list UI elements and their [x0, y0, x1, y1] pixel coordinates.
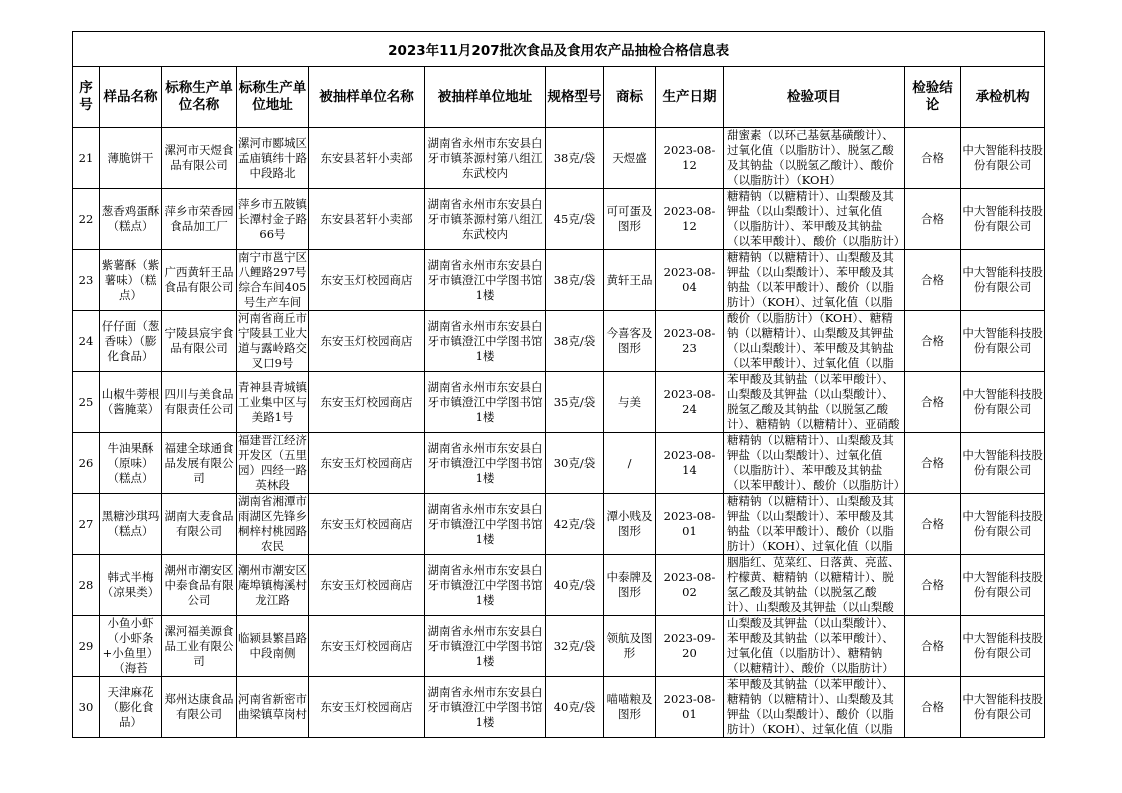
- cell-agency-text: 中大智能科技股份有限公司: [962, 326, 1043, 355]
- table-row: [73, 250, 1045, 311]
- cell-sample-name: [100, 311, 162, 372]
- cell-brand-text: 今喜客及图形: [606, 326, 653, 355]
- cell-spec: [546, 311, 604, 372]
- cell-brand-text: /: [627, 455, 632, 470]
- cell-no: [73, 433, 100, 494]
- cell-production-date: [656, 372, 724, 433]
- cell-producer: [162, 311, 237, 372]
- cell-brand: [604, 128, 656, 189]
- cell-result: [905, 250, 961, 311]
- cell-result-text: 合格: [921, 577, 944, 592]
- cell-agency-text: 中大智能科技股份有限公司: [962, 509, 1043, 538]
- cell-no: [73, 494, 100, 555]
- cell-no: [73, 616, 100, 677]
- cell-brand: [604, 433, 656, 494]
- cell-sampled-unit: [309, 494, 425, 555]
- cell-production-date-text: 2023-09-20: [663, 631, 716, 660]
- cell-brand: [604, 189, 656, 250]
- cell-test-items-text: 山梨酸及其钾盐（以山梨酸计）、苯甲酸及其钠盐（以苯甲酸计）、过氧化值（以脂肪计）、糖精钠（以糖精计）、酸价（以脂肪计）: [727, 616, 894, 675]
- cell-production-date-text: 2023-08-23: [663, 326, 716, 355]
- cell-no-text: 30: [78, 699, 94, 714]
- cell-no: [73, 128, 100, 189]
- cell-result: [905, 372, 961, 433]
- table-row: [73, 311, 1045, 372]
- cell-sampled-unit-text: 东安玉灯校园商店: [320, 516, 413, 531]
- cell-sampled-unit-text: 东安玉灯校园商店: [320, 333, 413, 348]
- header-row: [73, 67, 1045, 128]
- cell-test-items-text: 糖精钠（以糖精计）、山梨酸及其钾盐（以山梨酸计）、过氧化值（以脂肪计）、苯甲酸及其钠盐（以苯甲酸计）、酸价（以脂肪计）: [727, 189, 900, 248]
- cell-producer-address-text: 南宁市邕宁区八鲤路297号综合车间405号生产车间: [238, 250, 307, 309]
- cell-sample-name: [100, 128, 162, 189]
- cell-result-text: 合格: [921, 211, 944, 226]
- cell-result-text: 合格: [921, 394, 944, 409]
- cell-producer-text: 漯河市天煜食品有限公司: [164, 143, 234, 172]
- cell-producer-address-text: 潮州市潮安区庵埠镇梅溪村龙江路: [238, 562, 307, 607]
- cell-sampled-address: [425, 128, 546, 189]
- cell-sampled-address: [425, 555, 546, 616]
- cell-production-date: [656, 616, 724, 677]
- cell-spec: [546, 128, 604, 189]
- cell-producer: [162, 494, 237, 555]
- cell-sampled-address: [425, 311, 546, 372]
- cell-sampled-unit: [309, 555, 425, 616]
- cell-spec-text: 38克/袋: [553, 272, 596, 287]
- cell-sampled-unit-text: 东安玉灯校园商店: [320, 638, 413, 653]
- cell-agency: [961, 128, 1045, 189]
- cell-test-items: [724, 189, 905, 250]
- cell-sample-name: [100, 677, 162, 738]
- cell-producer-address-text: 萍乡市五陂镇长潭村金子路66号: [238, 196, 307, 241]
- cell-producer-address: [237, 677, 309, 738]
- cell-production-date-text: 2023-08-14: [663, 448, 716, 477]
- cell-producer-address-text: 湖南省湘潭市雨湖区先锋乡桐梓村桃园路农民: [238, 494, 307, 553]
- cell-agency: [961, 250, 1045, 311]
- cell-producer-text: 四川与美食品有限责任公司: [164, 387, 234, 416]
- cell-sampled-unit-text: 东安玉灯校园商店: [320, 394, 413, 409]
- cell-test-items-text: 糖精钠（以糖精计）、山梨酸及其钾盐（以山梨酸计）、苯甲酸及其钠盐（以苯甲酸计）、酸价（以脂肪计）（KOH）、过氧化值（以脂: [727, 494, 894, 553]
- cell-sampled-unit: [309, 250, 425, 311]
- cell-sampled-unit-text: 东安玉灯校园商店: [320, 577, 413, 592]
- cell-sample-name: [100, 616, 162, 677]
- cell-sample-name: [100, 433, 162, 494]
- cell-sampled-unit: [309, 677, 425, 738]
- cell-spec: [546, 250, 604, 311]
- cell-producer-address: [237, 555, 309, 616]
- cell-producer-text: 宁陵县宸宇食品有限公司: [164, 326, 234, 355]
- cell-agency-text: 中大智能科技股份有限公司: [962, 204, 1043, 233]
- cell-producer: [162, 189, 237, 250]
- header-production-date: 生产日期: [656, 67, 724, 128]
- cell-sample-name-text: 葱香鸡蛋酥（糕点）: [101, 204, 160, 233]
- cell-sampled-address-text: 湖南省永州市东安县白牙市镇茶源村第八组江东武校内: [427, 196, 543, 241]
- cell-brand: [604, 250, 656, 311]
- cell-result: [905, 494, 961, 555]
- cell-no-text: 26: [78, 455, 94, 470]
- cell-test-items: [724, 677, 905, 738]
- cell-sampled-address: [425, 616, 546, 677]
- cell-no-text: 28: [78, 577, 94, 592]
- cell-brand-text: 可可蛋及图形: [606, 204, 653, 233]
- cell-result-text: 合格: [921, 516, 944, 531]
- cell-producer-address: [237, 372, 309, 433]
- cell-sampled-address: [425, 677, 546, 738]
- cell-brand: [604, 372, 656, 433]
- cell-sample-name: [100, 372, 162, 433]
- cell-no-text: 27: [78, 516, 94, 531]
- cell-sampled-address-text: 湖南省永州市东安县白牙市镇澄江中学图书馆1楼: [427, 257, 543, 302]
- cell-production-date: [656, 433, 724, 494]
- cell-sampled-unit-text: 东安玉灯校园商店: [320, 455, 413, 470]
- cell-sample-name: [100, 189, 162, 250]
- cell-test-items: [724, 372, 905, 433]
- header-brand: 商标: [604, 67, 656, 128]
- cell-agency-text: 中大智能科技股份有限公司: [962, 631, 1043, 660]
- cell-no: [73, 189, 100, 250]
- cell-producer-text: 潮州市潮安区中泰食品有限公司: [164, 562, 234, 607]
- cell-test-items-text: 胭脂红、苋菜红、日落黄、亮蓝、柠檬黄、糖精钠（以糖精计）、脱氢乙酸及其钠盐（以脱氢乙酸计）、山梨酸及其钾盐（以山梨酸: [727, 555, 900, 614]
- cell-producer: [162, 555, 237, 616]
- header-result: 检验结论: [905, 67, 961, 128]
- cell-sample-name-text: 牛油果酥（原味）（糕点）: [107, 440, 154, 485]
- cell-producer-address: [237, 128, 309, 189]
- cell-sampled-address-text: 湖南省永州市东安县白牙市镇澄江中学图书馆1楼: [427, 501, 543, 546]
- cell-sample-name-text: 韩式半梅（凉果类）: [101, 570, 160, 599]
- cell-brand: [604, 494, 656, 555]
- cell-test-items-text: 酸价（以脂肪计）（KOH）、糖精钠（以糖精计）、山梨酸及其钾盐（以山梨酸计）、苯甲酸及其钠盐（以苯甲酸计）、过氧化值（以脂: [727, 311, 894, 370]
- cell-spec: [546, 677, 604, 738]
- cell-no-text: 24: [78, 333, 94, 348]
- cell-sample-name: [100, 250, 162, 311]
- cell-spec-text: 35克/袋: [553, 394, 596, 409]
- cell-producer-address: [237, 494, 309, 555]
- cell-no: [73, 250, 100, 311]
- cell-sampled-address: [425, 494, 546, 555]
- cell-spec: [546, 616, 604, 677]
- cell-no-text: 21: [78, 150, 94, 165]
- header-producer: 标称生产单位名称: [162, 67, 237, 128]
- cell-producer-address: [237, 250, 309, 311]
- cell-production-date: [656, 189, 724, 250]
- cell-spec-text: 40克/袋: [553, 577, 596, 592]
- cell-spec: [546, 189, 604, 250]
- cell-test-items-text: 糖精钠（以糖精计）、山梨酸及其钾盐（以山梨酸计）、过氧化值（以脂肪计）、苯甲酸及其钠盐（以苯甲酸计）、酸价（以脂肪计）: [727, 433, 900, 492]
- cell-sampled-address-text: 湖南省永州市东安县白牙市镇澄江中学图书馆1楼: [427, 623, 543, 668]
- cell-producer: [162, 433, 237, 494]
- cell-spec-text: 32克/袋: [553, 638, 596, 653]
- cell-result-text: 合格: [921, 150, 944, 165]
- cell-producer-text: 萍乡市荣香园食品加工厂: [164, 204, 234, 233]
- cell-spec-text: 40克/袋: [553, 699, 596, 714]
- cell-agency-text: 中大智能科技股份有限公司: [962, 387, 1043, 416]
- cell-agency-text: 中大智能科技股份有限公司: [962, 448, 1043, 477]
- cell-sampled-address: [425, 189, 546, 250]
- cell-producer: [162, 372, 237, 433]
- cell-sampled-address: [425, 433, 546, 494]
- cell-producer-address: [237, 311, 309, 372]
- cell-sample-name-text: 黑糖沙琪玛（糕点）: [101, 509, 160, 538]
- cell-brand-text: 领航及图形: [606, 631, 653, 660]
- inspection-table: [72, 31, 1045, 738]
- cell-test-items-text: 苯甲酸及其钠盐（以苯甲酸计）、山梨酸及其钾盐（以山梨酸计）、脱氢乙酸及其钠盐（以脱氢乙酸计）、糖精钠（以糖精计）、亚硝酸: [727, 372, 900, 431]
- table-row: [73, 494, 1045, 555]
- cell-production-date-text: 2023-08-12: [663, 143, 716, 172]
- cell-test-items: [724, 311, 905, 372]
- cell-brand-text: 黄轩王品: [606, 272, 653, 287]
- cell-sampled-unit: [309, 372, 425, 433]
- cell-spec-text: 30克/袋: [553, 455, 596, 470]
- table-row: [73, 616, 1045, 677]
- cell-result-text: 合格: [921, 455, 944, 470]
- header-spec: 规格型号: [546, 67, 604, 128]
- cell-sample-name-text: 仔仔面（葱香味）（膨化食品）: [101, 318, 160, 363]
- cell-agency-text: 中大智能科技股份有限公司: [962, 570, 1043, 599]
- cell-spec: [546, 433, 604, 494]
- cell-sample-name-text: 小鱼小虾（小虾条+小鱼里）（海苔: [102, 616, 159, 675]
- cell-test-items: [724, 616, 905, 677]
- cell-test-items: [724, 433, 905, 494]
- cell-spec-text: 38克/袋: [553, 150, 596, 165]
- cell-agency: [961, 555, 1045, 616]
- cell-production-date: [656, 555, 724, 616]
- cell-no-text: 23: [78, 272, 94, 287]
- cell-brand-text: 天煜盛: [612, 150, 647, 165]
- cell-brand: [604, 555, 656, 616]
- cell-test-items: [724, 494, 905, 555]
- cell-result-text: 合格: [921, 333, 944, 348]
- cell-production-date-text: 2023-08-04: [663, 265, 716, 294]
- cell-test-items: [724, 555, 905, 616]
- table-row: [73, 128, 1045, 189]
- cell-result: [905, 555, 961, 616]
- cell-test-items-text: 糖精钠（以糖精计）、山梨酸及其钾盐（以山梨酸计）、苯甲酸及其钠盐（以苯甲酸计）、酸价（以脂肪计）（KOH）、过氧化值（以脂: [727, 250, 894, 309]
- cell-spec: [546, 555, 604, 616]
- header-sampled-unit: 被抽样单位名称: [309, 67, 425, 128]
- cell-sampled-address-text: 湖南省永州市东安县白牙市镇澄江中学图书馆1楼: [427, 562, 543, 607]
- cell-brand: [604, 677, 656, 738]
- cell-sampled-unit-text: 东安县茗轩小卖部: [320, 211, 413, 226]
- cell-producer: [162, 616, 237, 677]
- cell-sample-name-text: 山椒牛蒡根（酱腌菜）: [101, 387, 160, 416]
- cell-producer: [162, 128, 237, 189]
- cell-sampled-unit-text: 东安玉灯校园商店: [320, 699, 413, 714]
- cell-result: [905, 616, 961, 677]
- cell-sample-name: [100, 494, 162, 555]
- cell-producer-address-text: 漯河市郾城区孟庙镇纬十路中段路北: [238, 135, 307, 180]
- table-row: [73, 189, 1045, 250]
- cell-agency-text: 中大智能科技股份有限公司: [962, 143, 1043, 172]
- cell-production-date: [656, 677, 724, 738]
- cell-agency: [961, 189, 1045, 250]
- cell-no-text: 29: [78, 638, 94, 653]
- cell-agency: [961, 372, 1045, 433]
- header-test-items: 检验项目: [724, 67, 905, 128]
- cell-spec-text: 42克/袋: [553, 516, 596, 531]
- cell-result: [905, 128, 961, 189]
- cell-production-date: [656, 128, 724, 189]
- cell-result: [905, 311, 961, 372]
- cell-producer-address-text: 河南省新密市曲梁镇草岗村: [238, 692, 307, 721]
- cell-result-text: 合格: [921, 272, 944, 287]
- cell-production-date-text: 2023-08-01: [663, 692, 716, 721]
- cell-agency-text: 中大智能科技股份有限公司: [962, 692, 1043, 721]
- cell-sample-name-text: 天津麻花（膨化食品）: [107, 684, 154, 729]
- cell-sampled-address-text: 湖南省永州市东安县白牙市镇澄江中学图书馆1楼: [427, 318, 543, 363]
- cell-producer-address-text: 河南省商丘市宁陵县工业大道与露岭路交叉口9号: [238, 311, 307, 370]
- cell-producer: [162, 250, 237, 311]
- cell-producer-text: 广西黄轩王品食品有限公司: [164, 265, 234, 294]
- cell-sampled-unit-text: 东安玉灯校园商店: [320, 272, 413, 287]
- cell-sampled-address-text: 湖南省永州市东安县白牙市镇澄江中学图书馆1楼: [427, 440, 543, 485]
- cell-no: [73, 311, 100, 372]
- header-agency: 承检机构: [961, 67, 1045, 128]
- cell-no-text: 22: [78, 211, 94, 226]
- cell-agency: [961, 433, 1045, 494]
- cell-production-date: [656, 250, 724, 311]
- cell-result: [905, 189, 961, 250]
- cell-test-items-text: 苯甲酸及其钠盐（以苯甲酸计）、糖精钠（以糖精计）、山梨酸及其钾盐（以山梨酸计）、酸价（以脂肪计）（KOH）、过氧化值（以脂: [727, 677, 894, 736]
- cell-spec: [546, 372, 604, 433]
- cell-brand-text: 与美: [618, 394, 641, 409]
- cell-production-date: [656, 311, 724, 372]
- table-row: [73, 677, 1045, 738]
- cell-test-items: [724, 128, 905, 189]
- cell-sample-name: [100, 555, 162, 616]
- table-row: [73, 433, 1045, 494]
- cell-brand-text: 潭小贱及图形: [606, 509, 653, 538]
- cell-producer-address: [237, 433, 309, 494]
- cell-sampled-unit: [309, 128, 425, 189]
- cell-result: [905, 677, 961, 738]
- cell-producer-address: [237, 616, 309, 677]
- header-no: 序号: [73, 67, 100, 128]
- cell-production-date-text: 2023-08-02: [663, 570, 716, 599]
- cell-no-text: 25: [78, 394, 94, 409]
- cell-sampled-unit-text: 东安县茗轩小卖部: [320, 150, 413, 165]
- cell-result-text: 合格: [921, 699, 944, 714]
- cell-spec: [546, 494, 604, 555]
- table-title: 2023年11月207批次食品及食用农产品抽检合格信息表: [73, 32, 1045, 67]
- cell-result-text: 合格: [921, 638, 944, 653]
- cell-no: [73, 372, 100, 433]
- cell-agency: [961, 311, 1045, 372]
- inspection-sheet: [72, 31, 1044, 738]
- cell-agency: [961, 677, 1045, 738]
- cell-result: [905, 433, 961, 494]
- cell-sample-name-text: 薄脆饼干: [107, 150, 154, 165]
- cell-brand-text: 中泰牌及图形: [606, 570, 653, 599]
- cell-production-date-text: 2023-08-12: [663, 204, 716, 233]
- cell-brand-text: 喵喵粮及图形: [606, 692, 653, 721]
- cell-brand: [604, 616, 656, 677]
- cell-sample-name-text: 紫薯酥（紫薯味）（糕点）: [101, 257, 160, 302]
- cell-producer-text: 福建全球通食品发展有限公司: [164, 440, 234, 485]
- cell-no: [73, 555, 100, 616]
- cell-sampled-unit: [309, 311, 425, 372]
- cell-production-date: [656, 494, 724, 555]
- cell-sampled-address-text: 湖南省永州市东安县白牙市镇澄江中学图书馆1楼: [427, 684, 543, 729]
- cell-production-date-text: 2023-08-01: [663, 509, 716, 538]
- cell-test-items: [724, 250, 905, 311]
- cell-producer-text: 湖南大麦食品有限公司: [164, 509, 234, 538]
- cell-brand: [604, 311, 656, 372]
- cell-sampled-address-text: 湖南省永州市东安县白牙市镇茶源村第八组江东武校内: [427, 135, 543, 180]
- cell-sampled-unit: [309, 433, 425, 494]
- table-row: [73, 555, 1045, 616]
- cell-sampled-address-text: 湖南省永州市东安县白牙市镇澄江中学图书馆1楼: [427, 379, 543, 424]
- cell-sampled-unit: [309, 616, 425, 677]
- cell-agency: [961, 616, 1045, 677]
- cell-producer-text: 漯河福美源食品工业有限公司: [164, 623, 234, 668]
- cell-spec-text: 45克/袋: [553, 211, 596, 226]
- cell-producer-address-text: 临颍县繁昌路中段南侧: [238, 631, 307, 660]
- cell-sampled-unit: [309, 189, 425, 250]
- header-producer-address: 标称生产单位地址: [237, 67, 309, 128]
- cell-producer: [162, 677, 237, 738]
- header-sampled-address: 被抽样单位地址: [425, 67, 546, 128]
- cell-no: [73, 677, 100, 738]
- cell-agency-text: 中大智能科技股份有限公司: [962, 265, 1043, 294]
- cell-sampled-address: [425, 372, 546, 433]
- cell-producer-address: [237, 189, 309, 250]
- header-sample-name: 样品名称: [100, 67, 162, 128]
- cell-test-items-text: 甜蜜素（以环己基氨基磺酸计）、过氧化值（以脂肪计）、脱氢乙酸及其钠盐（以脱氢乙酸计）、酸价（以脂肪计）（KOH）: [727, 128, 894, 187]
- cell-agency: [961, 494, 1045, 555]
- cell-sampled-address: [425, 250, 546, 311]
- cell-production-date-text: 2023-08-24: [663, 387, 716, 416]
- cell-spec-text: 38克/袋: [553, 333, 596, 348]
- cell-producer-address-text: 青神县青城镇工业集中区与美路1号: [238, 379, 307, 424]
- table-row: [73, 372, 1045, 433]
- cell-producer-address-text: 福建晋江经济开发区（五里园）四经一路英林段: [238, 433, 307, 492]
- cell-producer-text: 郑州达康食品有限公司: [164, 692, 234, 721]
